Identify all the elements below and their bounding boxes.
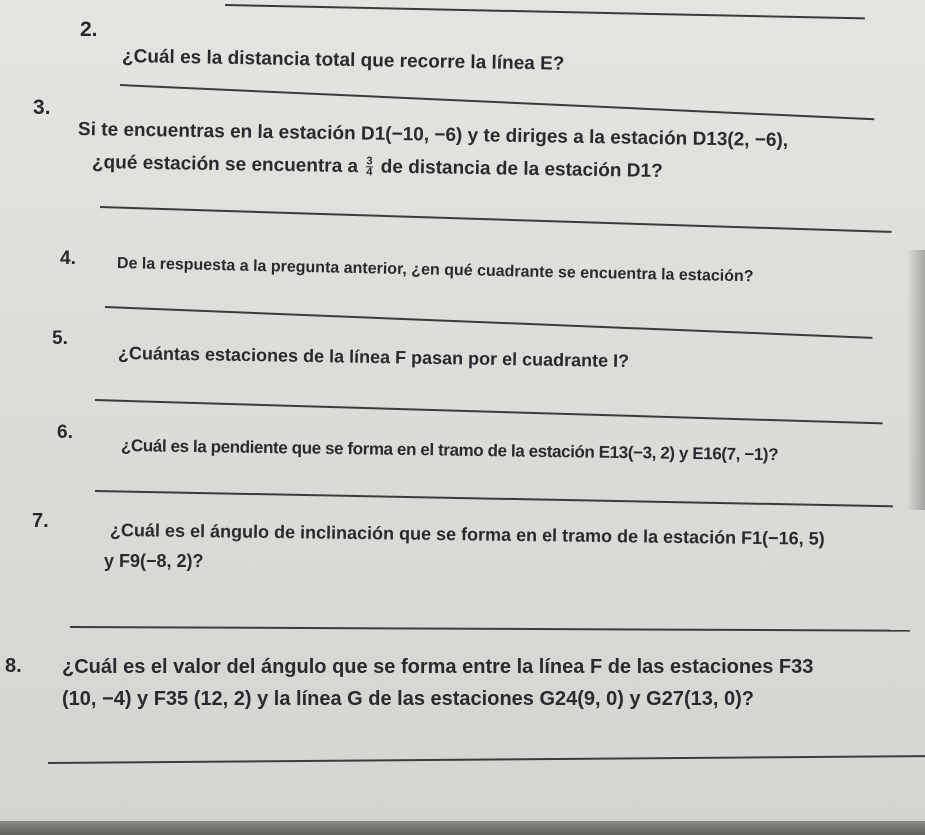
question-6-text: ¿Cuál es la pendiente que se forma en el tramo de la estación E13(−3, 2) y E16(7, −1)?	[120, 436, 779, 465]
question-3-number: 3.	[33, 96, 51, 119]
answer-line-2[interactable]	[120, 84, 874, 120]
question-3-text-line1: Si te encuentras en la estación D1(−10, −6) y te diriges a la estación D13(2, −6),	[77, 119, 789, 152]
question-4-number: 4.	[60, 248, 76, 269]
answer-line-4[interactable]	[105, 306, 872, 339]
answer-line-5[interactable]	[95, 399, 883, 424]
question-6-number: 6.	[57, 422, 73, 443]
question-5-number: 5.	[52, 328, 68, 349]
question-7-text-line1: ¿Cuál es el ángulo de inclinación que se forma en el tramo de la estación F1(−16, 5)	[109, 520, 825, 549]
answer-line-7[interactable]	[70, 626, 910, 632]
fraction-three-quarters	[366, 157, 372, 178]
question-2-number: 2.	[80, 18, 98, 41]
page-edge-shadow	[907, 250, 925, 510]
question-3-line2-post: de distancia de la estación D1?	[380, 156, 663, 182]
fraction-numerator: 3	[366, 155, 373, 168]
question-8-text-line1: ¿Cuál es el valor del ángulo que se forma entre la línea F de las estaciones F33	[62, 656, 814, 678]
question-7-text-line2: y F9(−8, 2)?	[104, 551, 204, 571]
answer-line-6[interactable]	[95, 490, 893, 507]
question-7-number: 7.	[32, 510, 49, 532]
page-bottom-edge	[0, 821, 925, 835]
answer-line-8[interactable]	[48, 755, 925, 764]
question-8-number: 8.	[5, 655, 22, 677]
fraction-denominator: 4	[366, 166, 373, 179]
question-4-text: De la respuesta a la pregunta anterior, ¿en qué cuadrante se encuentra la estación?	[116, 255, 754, 286]
question-2-text: ¿Cuál es la distancia total que recorre la línea E?	[121, 46, 565, 75]
question-3-text-line2	[92, 152, 663, 183]
answer-line-3[interactable]	[100, 206, 892, 233]
question-5-text: ¿Cuántas estaciones de la línea F pasan por el cuadrante I?	[117, 343, 630, 372]
question-3-line2-pre: ¿qué estación se encuentra a	[91, 152, 359, 178]
question-8-text-line2: (10, −4) y F35 (12, 2) y la línea G de las estaciones G24(9, 0) y G27(13, 0)?	[62, 688, 755, 710]
answer-line-1	[225, 4, 865, 19]
